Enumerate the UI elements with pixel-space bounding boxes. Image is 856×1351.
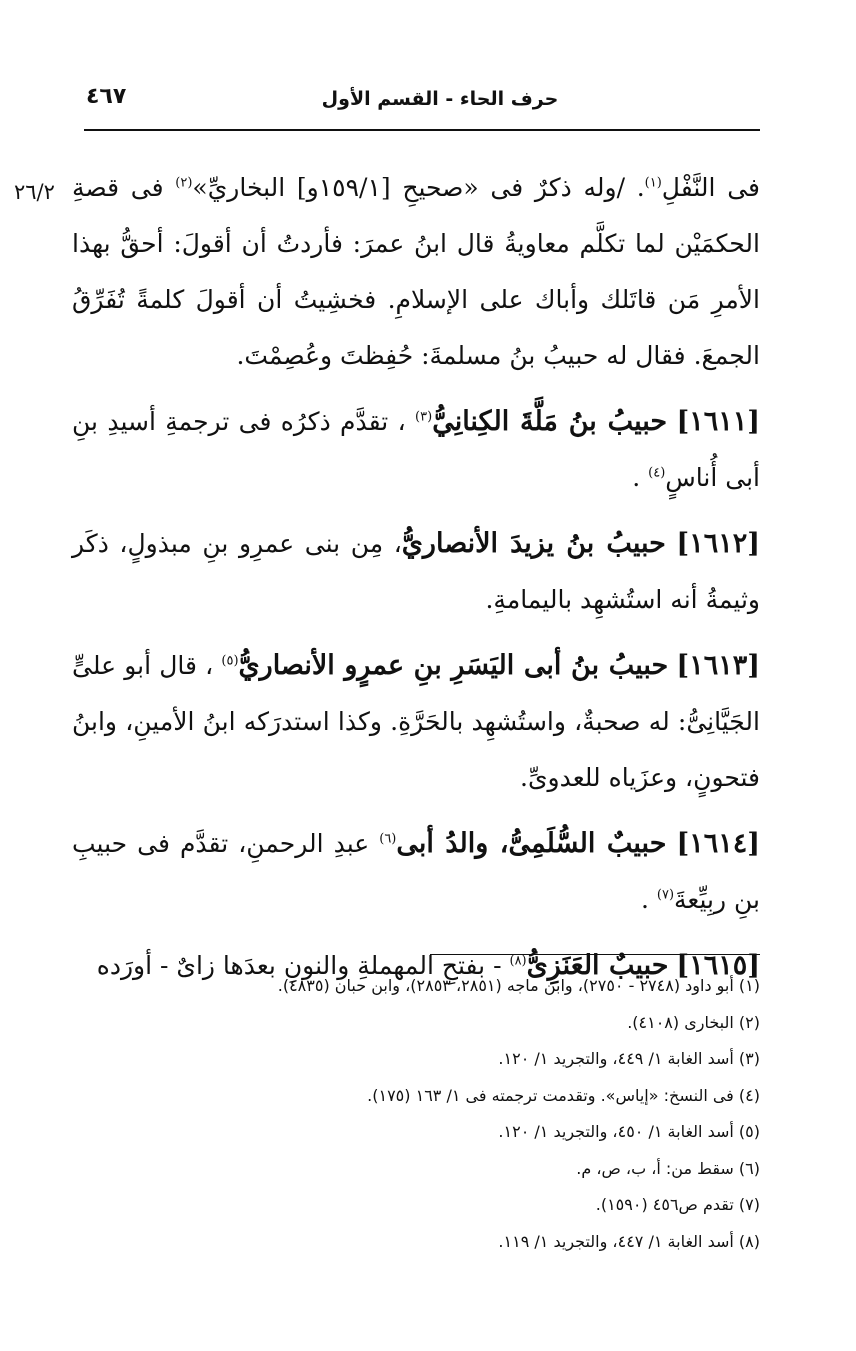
- entry-text: عبدِ الرحمنِ، تقدَّم فى حبيبِ بنِ ربِيِّعةَ: [72, 829, 760, 914]
- footnote-marker: (١): [644, 175, 662, 191]
- intro-text-3: فى قصةِ الحكمَيْن لما تكلَّم معاويةُ قال ابنُ عمرَ: فأردتُ أن أقولَ: أحقُّ بهذا الأمرِ مَن قاتَلك وأباك على الإسلامِ. فخشِيتُ أن أقولَ كلمةً تُفَرِّقُ الجمعَ. فقال له حبيبُ بنُ مسلمةَ: حُفِظتَ وعُصِمْتَ.: [72, 173, 760, 370]
- entry-1611: [72, 394, 760, 506]
- intro-paragraph: [72, 160, 760, 384]
- main-text: [72, 160, 760, 994]
- header-rule: [84, 129, 760, 131]
- footnote-separator: [430, 954, 760, 955]
- entry-number: [١٦١٢]: [676, 528, 760, 559]
- entry-text: - بفتحِ المهملةِ والنونِ بعدَها زاىٌ - أورَده: [96, 951, 502, 980]
- footnote-marker: (٣): [415, 409, 433, 425]
- footnotes: [60, 968, 760, 1260]
- page-number: ٤٦٧: [86, 84, 127, 109]
- footnote-marker: (٨): [509, 953, 527, 969]
- entry-1613: [72, 638, 760, 806]
- entry-number: [١٦١٥]: [676, 950, 760, 981]
- entry-name: حبيبٌ العَنَزِىُّ: [526, 950, 669, 981]
- entry-tail: .: [640, 885, 649, 914]
- intro-text-2: . /وله ذكرٌ فى «صحيحِ [١٥٩/١و] البخاريِّ»: [192, 173, 645, 202]
- entry-name: حبيبٌ السُّلَمِىُّ، والدُ أبى: [396, 828, 667, 859]
- footnote-5: (٥) أسد الغابة ١/ ٤٥٠، والتجريد ١/ ١٢٠.: [498, 1122, 760, 1141]
- entry-name: حبيبُ بنُ أبى اليَسَرِ بنِ عمرٍو الأنصاريُّ: [238, 650, 669, 681]
- footnote-3: (٣) أسد الغابة ١/ ٤٤٩، والتجريد ١/ ١٢٠.: [498, 1049, 760, 1068]
- footnote-marker: (٢): [175, 175, 193, 191]
- footnote-marker: (٤): [648, 465, 666, 481]
- entry-tail: .: [632, 463, 641, 492]
- footnote-2: (٢) البخارى (٤١٠٨).: [627, 1012, 760, 1032]
- entry-number: [١٦١١]: [676, 406, 761, 437]
- footnote-marker: (٧): [656, 887, 675, 903]
- running-title: حرف الحاء - القسم الأول: [321, 88, 559, 110]
- footnote-marker: (٥): [221, 653, 239, 669]
- entry-number: [١٦١٤]: [676, 828, 761, 859]
- entry-text: ، مِن بنى عمرِو بنِ مبذولٍ، ذكَر وثيمةُ أنه استُشهِد باليمامةِ.: [72, 529, 760, 614]
- entry-1612: [72, 516, 760, 628]
- footnote-1: (١) أبو داود (٢٧٤٨ - ٢٧٥٠)، وابن ماجه (٢٨٥١، ٢٨٥٣)، وابن حبان (٤٨٣٥).: [277, 976, 760, 995]
- entry-name: حبيبُ بنُ مَلَّةَ الكِنانِيُّ: [432, 406, 668, 437]
- entry-number: [١٦١٣]: [676, 650, 760, 681]
- footnote-6: (٦) سقط من: أ، ب، ص، م.: [576, 1158, 760, 1178]
- margin-reference: ٢٦/٢: [14, 180, 55, 204]
- entry-1614: [72, 816, 760, 928]
- footnote-marker: (٦): [379, 831, 397, 847]
- footnote-4: (٤) فى النسخ: «إياس». وتقدمت ترجمته فى ١/ ١٦٣ (١٧٥).: [367, 1085, 760, 1105]
- entry-text: ، تقدَّم ذكرُه فى ترجمةِ أسيدِ بنِ أبى أُناسٍ: [72, 407, 760, 492]
- entry-name: حبيبُ بنُ يزيدَ الأنصاريُّ: [401, 528, 666, 559]
- entry-text: ، قال أبو علىٍّ الجَيَّانِىُّ: له صحبةٌ، واستُشهِد بالحَرَّةِ. وكذا استدرَكه ابنُ الأمينِ، وابنُ فتحونٍ، وعزَياه للعدوىِّ.: [72, 651, 760, 792]
- intro-text-1: فى النَّفْلِ: [661, 173, 760, 202]
- footnote-7: (٧) تقدم ص٤٥٦ (١٥٩٠).: [595, 1195, 760, 1214]
- footnote-8: (٨) أسد الغابة ١/ ٤٤٧، والتجريد ١/ ١١٩.: [498, 1231, 760, 1251]
